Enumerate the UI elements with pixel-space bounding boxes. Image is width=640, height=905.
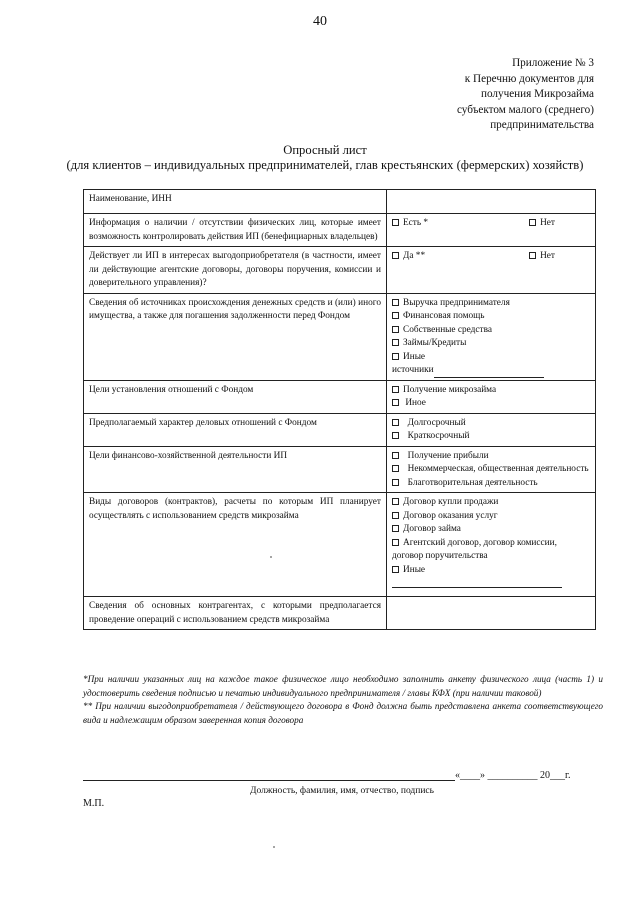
question-funds: Сведения об источниках происхождения денежных средств и (или) иного имущества, а также для погашения задолженности перед Фондом xyxy=(84,293,387,380)
question-character: Предполагаемый характер деловых отношений с Фондом xyxy=(84,413,387,446)
option-activity-noncommercial[interactable]: Некоммерческая, общественная деятельность xyxy=(392,463,590,477)
checkbox-icon[interactable] xyxy=(392,339,399,346)
option-funds-revenue[interactable]: Выручка предпринимателя xyxy=(392,297,590,311)
answer-beneficiary xyxy=(387,247,596,294)
option-beneficiary-no[interactable]: Нет xyxy=(529,250,555,264)
appendix-line: Приложение № 3 xyxy=(512,57,594,69)
checkbox-icon[interactable] xyxy=(392,566,399,573)
row-contracts xyxy=(84,493,596,597)
stamp-label: М.П. xyxy=(83,798,105,809)
signature-line[interactable] xyxy=(83,780,455,781)
checkbox-icon[interactable] xyxy=(392,386,399,393)
fill-line[interactable] xyxy=(392,577,562,588)
row-counterparties xyxy=(84,597,596,630)
appendix-line: предпринимательства xyxy=(490,119,594,131)
title-main: Опросный лист xyxy=(283,143,367,157)
question-contracts: Виды договоров (контрактов), расчеты по которым ИП планирует осуществлять с использованием средств микрозайма xyxy=(84,493,387,597)
option-funds-financial-aid[interactable]: Финансовая помощь xyxy=(392,310,590,324)
question-control: Информация о наличии / отсутствии физических лиц, которые имеет возможность контролировать действия ИП (бенефициарных владельцев) xyxy=(84,214,387,247)
checkbox-icon[interactable] xyxy=(392,525,399,532)
option-contracts-sale[interactable]: Договор купли продажи xyxy=(392,496,590,510)
option-contracts-services[interactable]: Договор оказания услуг xyxy=(392,510,590,524)
option-contracts-loan[interactable]: Договор займа xyxy=(392,523,590,537)
row-funds xyxy=(84,293,596,380)
scan-speck xyxy=(270,556,272,558)
checkbox-icon[interactable] xyxy=(392,539,399,546)
checkbox-icon[interactable] xyxy=(392,219,399,226)
answer-counterparties-field[interactable] xyxy=(387,597,596,630)
checkbox-icon[interactable] xyxy=(392,465,399,472)
title-subtitle: (для клиентов – индивидуальных предпринимателей, глав крестьянских (фермерских) хозяйств) xyxy=(66,158,584,172)
row-name xyxy=(84,190,596,214)
option-control-no[interactable]: Нет xyxy=(529,217,555,231)
checkbox-icon[interactable] xyxy=(392,252,399,259)
question-goals: Цели установления отношений с Фондом xyxy=(84,380,387,413)
row-character xyxy=(84,413,596,446)
checkbox-icon[interactable] xyxy=(392,419,399,426)
checkbox-icon[interactable] xyxy=(392,312,399,319)
footnotes xyxy=(83,673,603,727)
row-activity xyxy=(84,446,596,493)
checkbox-icon[interactable] xyxy=(392,512,399,519)
answer-character xyxy=(387,413,596,446)
option-contracts-other[interactable]: Иные xyxy=(392,564,590,578)
checkbox-icon[interactable] xyxy=(529,252,536,259)
question-activity: Цели финансово-хозяйственной деятельности ИП xyxy=(84,446,387,493)
checkbox-icon[interactable] xyxy=(392,299,399,306)
footnote-2: ** При наличии выгодоприобретателя / действующего договора в Фонд должна быть представлена анкета соответствующего вида и надлежащим образом заверенная копия договора xyxy=(83,701,603,725)
option-character-long[interactable]: Долгосрочный xyxy=(392,417,590,431)
appendix-line: к Перечню документов для xyxy=(464,72,594,85)
answer-control xyxy=(387,214,596,247)
row-control xyxy=(84,214,596,247)
option-funds-loans[interactable]: Займы/Кредиты xyxy=(392,337,590,351)
page-number: 40 xyxy=(313,14,327,29)
checkbox-icon[interactable] xyxy=(392,432,399,439)
checkbox-icon[interactable] xyxy=(529,219,536,226)
answer-activity xyxy=(387,446,596,493)
fill-line[interactable] xyxy=(434,367,544,378)
row-goals xyxy=(84,380,596,413)
option-activity-charity[interactable]: Благотворительная деятельность xyxy=(392,477,590,491)
checkbox-icon[interactable] xyxy=(392,399,399,406)
appendix-header xyxy=(374,56,594,134)
appendix-line: субъектом малого (среднего) xyxy=(456,103,594,116)
answer-funds xyxy=(387,293,596,380)
checkbox-icon[interactable] xyxy=(392,326,399,333)
option-character-short[interactable]: Краткосрочный xyxy=(392,430,590,444)
question-counterparties: Сведения об основных контрагентах, с которыми предполагается проведение операций с использованием средств микрозайма xyxy=(84,597,387,630)
option-goals-other[interactable]: Иное xyxy=(392,397,590,411)
date-field[interactable]: «____» __________ 20___г. xyxy=(455,770,571,781)
row-beneficiary xyxy=(84,247,596,294)
option-funds-own[interactable]: Собственные средства xyxy=(392,324,590,338)
appendix-line: получения Микрозайма xyxy=(480,88,594,100)
option-beneficiary-yes[interactable]: Да ** xyxy=(392,250,425,264)
other-sources-line[interactable]: источники xyxy=(392,364,590,378)
option-activity-profit[interactable]: Получение прибыли xyxy=(392,450,590,464)
option-control-yes[interactable]: Есть * xyxy=(392,217,428,231)
answer-goals xyxy=(387,380,596,413)
answer-contracts xyxy=(387,493,596,597)
checkbox-icon[interactable] xyxy=(392,498,399,505)
option-funds-other[interactable]: Иные xyxy=(392,351,590,365)
checkbox-icon[interactable] xyxy=(392,479,399,486)
scan-speck xyxy=(273,846,275,848)
footnote-1: *При наличии указанных лиц на каждое такое физическое лицо необходимо заполнить анкету физического лица (часть 1) и удостоверить сведения подписью и печатью индивидуального предпринимателя / главы КФХ (при наличии таковой) xyxy=(83,674,603,698)
questionnaire-table xyxy=(83,189,596,630)
checkbox-icon[interactable] xyxy=(392,452,399,459)
question-name: Наименование, ИНН xyxy=(84,190,387,214)
signature-caption: Должность, фамилия, имя, отчество, подпись xyxy=(250,786,434,796)
option-goals-microloan[interactable]: Получение микрозайма xyxy=(392,384,590,398)
checkbox-icon[interactable] xyxy=(392,353,399,360)
option-contracts-agency[interactable]: Агентский договор, договор комиссии, договор поручительства xyxy=(392,537,557,561)
question-beneficiary: Действует ли ИП в интересах выгодоприобретателя (в частности, имеет ли действующие агентские договоры, договоры поручения, комиссии и доверительного управления)? xyxy=(84,247,387,294)
answer-name-field[interactable] xyxy=(387,190,596,214)
document-title xyxy=(60,143,590,173)
